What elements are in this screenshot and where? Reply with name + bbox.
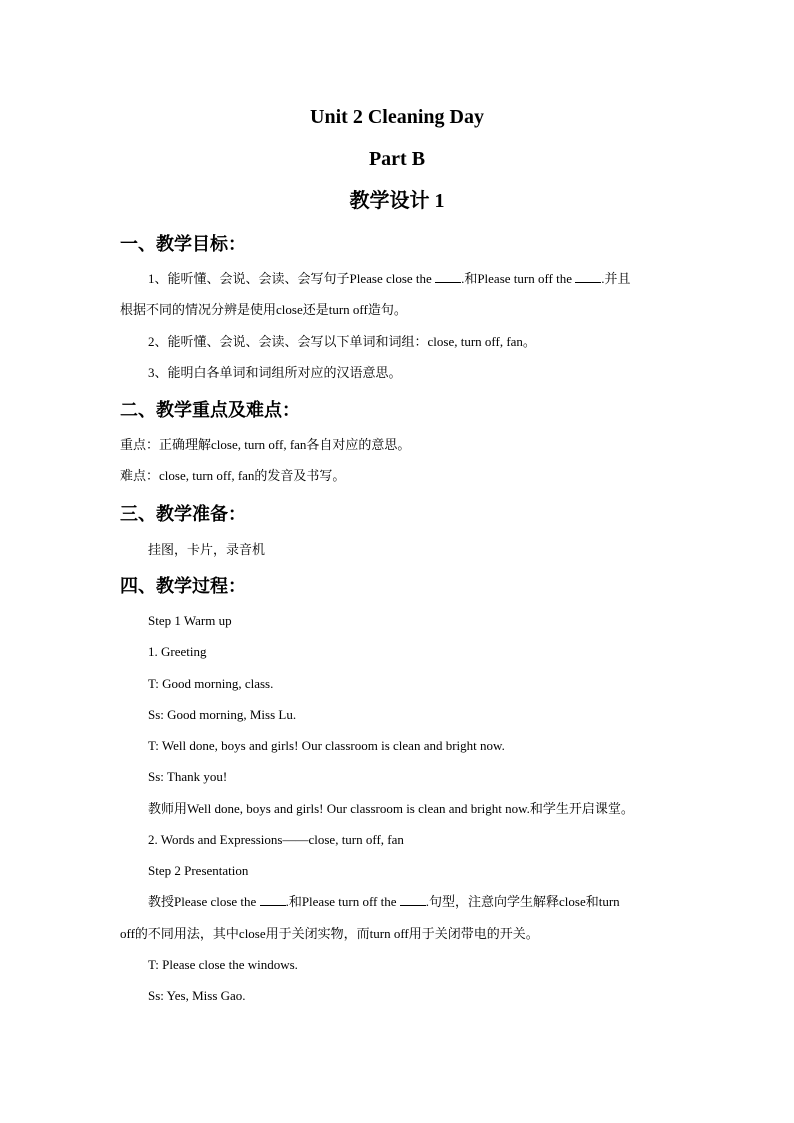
difficult-point: 难点：close, turn off, fan的发音及书写。: [120, 468, 346, 483]
dialogue-line: Ss: Yes, Miss Gao.: [148, 988, 246, 1003]
teaching-instruction-part-b: .和Please turn off the: [285, 894, 400, 909]
objective-item-1-part-c: .并且: [601, 271, 631, 286]
step-1: Step 1 Warm up: [148, 613, 232, 628]
objective-item-1-part-b: .和Please turn off the: [461, 271, 576, 286]
dialogue-line: T: Well done, boys and girls! Our classroom is clean and bright now.: [148, 738, 505, 753]
preparation-heading: 三、教学准备：: [120, 504, 246, 524]
objective-item-2: 2、能听懂、会说、会读、会写以下单词和词组：close, turn off, fan。: [148, 334, 536, 349]
fill-blank: [260, 893, 286, 906]
dialogue-line: Ss: Thank you!: [148, 769, 228, 784]
dialogue-line: T: Good morning, class.: [148, 676, 274, 691]
words-and-expressions: 2. Words and Expressions——close, turn off, fan: [148, 832, 404, 847]
design-title: 教学设计 1: [349, 190, 445, 212]
document-title: Unit 2 Cleaning Day: [310, 106, 484, 128]
key-point: 重点：正确理解close, turn off, fan各自对应的意思。: [120, 437, 411, 452]
dialogue-line: Ss: Good morning, Miss Lu.: [148, 707, 297, 722]
preparation-items: 挂图，卡片，录音机: [148, 542, 266, 557]
teaching-instruction: [148, 893, 620, 911]
dialogue-line: T: Please close the windows.: [148, 957, 298, 972]
teacher-note: 教师用Well done, boys and girls! Our classroom is clean and bright now.和学生开启课堂。: [148, 801, 634, 816]
teaching-instruction-part-c: .句型，注意向学生解释close和turn: [425, 894, 620, 909]
objectives-heading: 一、教学目标：: [120, 234, 246, 254]
fill-blank: [435, 270, 461, 283]
step-2: Step 2 Presentation: [148, 863, 249, 878]
teaching-instruction-continued: off的不同用法，其中close用于关闭实物，而turn off用于关闭带电的开关。: [120, 926, 539, 941]
key-points-heading: 二、教学重点及难点：: [120, 400, 300, 420]
objective-item-1: [148, 270, 631, 288]
objective-item-3: 3、能明白各单词和词组所对应的汉语意思。: [148, 365, 402, 380]
objective-item-1-part-a: 1、能听懂、会说、会读、会写句子Please close the: [148, 271, 436, 286]
process-heading: 四、教学过程：: [120, 576, 246, 596]
document-subtitle: Part B: [368, 148, 426, 170]
teaching-instruction-part-a: 教授Please close the: [148, 894, 260, 909]
greeting: 1. Greeting: [148, 644, 207, 659]
fill-blank: [575, 270, 601, 283]
objective-item-1-continued: 根据不同的情况分辨是使用close还是turn off造句。: [120, 302, 407, 317]
fill-blank: [400, 893, 426, 906]
